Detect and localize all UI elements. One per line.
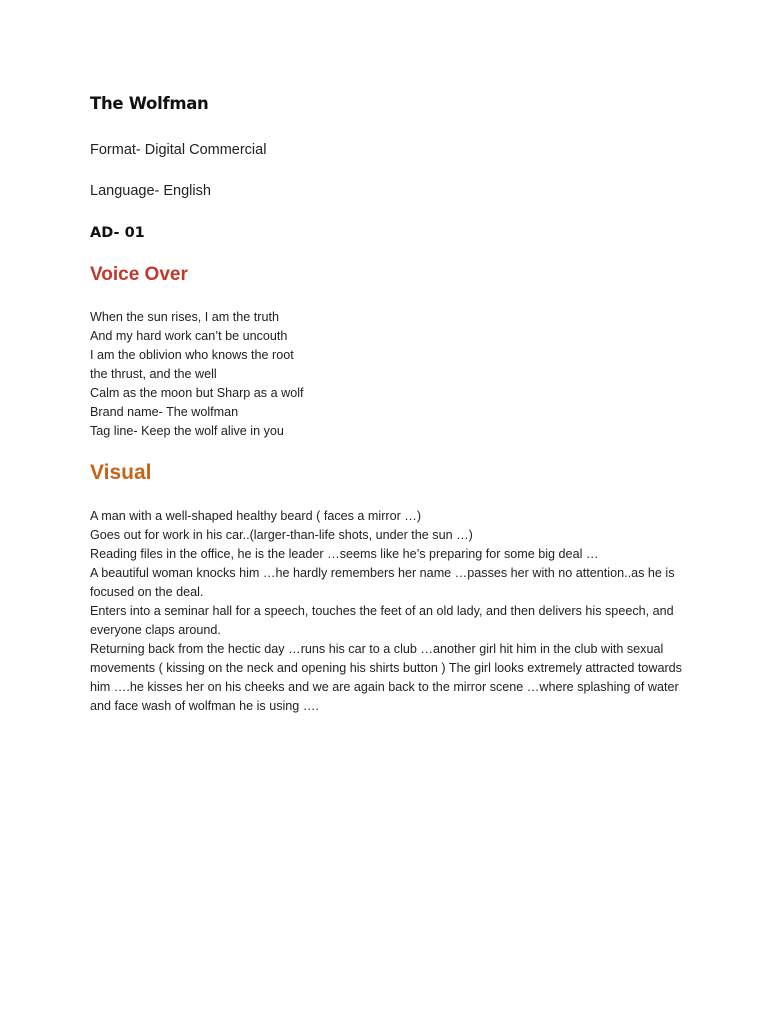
voice-over-line: When the sun rises, I am the truth bbox=[90, 310, 279, 324]
format-line: Format- Digital Commercial bbox=[90, 142, 267, 158]
visual-paragraph: Enters into a seminar hall for a speech, touches the feet of an old lady, and then delivers his speech, and everyone claps around. bbox=[90, 604, 674, 637]
voice-over-line: And my hard work can’t be uncouth bbox=[90, 329, 288, 343]
voice-over-heading: Voice Over bbox=[90, 264, 188, 285]
visual-paragraph: Goes out for work in his car..(larger-than-life shots, under the sun …) bbox=[90, 528, 473, 542]
visual-paragraph: A man with a well-shaped healthy beard ( faces a mirror …) bbox=[90, 509, 422, 523]
ad-number-label: AD- 01 bbox=[90, 225, 145, 241]
visual-paragraph: Reading files in the office, he is the leader …seems like he’s preparing for some big deal … bbox=[90, 547, 599, 561]
voice-over-line: Tag line- Keep the wolf alive in you bbox=[90, 424, 284, 438]
visual-paragraph: A beautiful woman knocks him …he hardly remembers her name …passes her with no attention..as he is focused on the deal. bbox=[90, 566, 675, 599]
voice-over-line: the thrust, and the well bbox=[90, 367, 217, 381]
visual-description bbox=[90, 507, 690, 716]
voice-over-lines bbox=[90, 308, 490, 441]
language-line: Language- English bbox=[90, 183, 211, 199]
document-title: The Wolfman bbox=[90, 94, 209, 113]
voice-over-line: Calm as the moon but Sharp as a wolf bbox=[90, 386, 304, 400]
voice-over-line: Brand name- The wolfman bbox=[90, 405, 239, 419]
visual-paragraph: Returning back from the hectic day …runs his car to a club …another girl hit him in the club with sexual movements ( kissing on the neck and opening his shirts button ) The girl looks extremely attracted towards him ….he kisses her on his cheeks and we are again back to the mirror scene …where splashing of water and face wash of wolfman he is using …. bbox=[90, 642, 682, 713]
visual-heading: Visual bbox=[90, 461, 152, 484]
voice-over-line: I am the oblivion who knows the root bbox=[90, 348, 294, 362]
